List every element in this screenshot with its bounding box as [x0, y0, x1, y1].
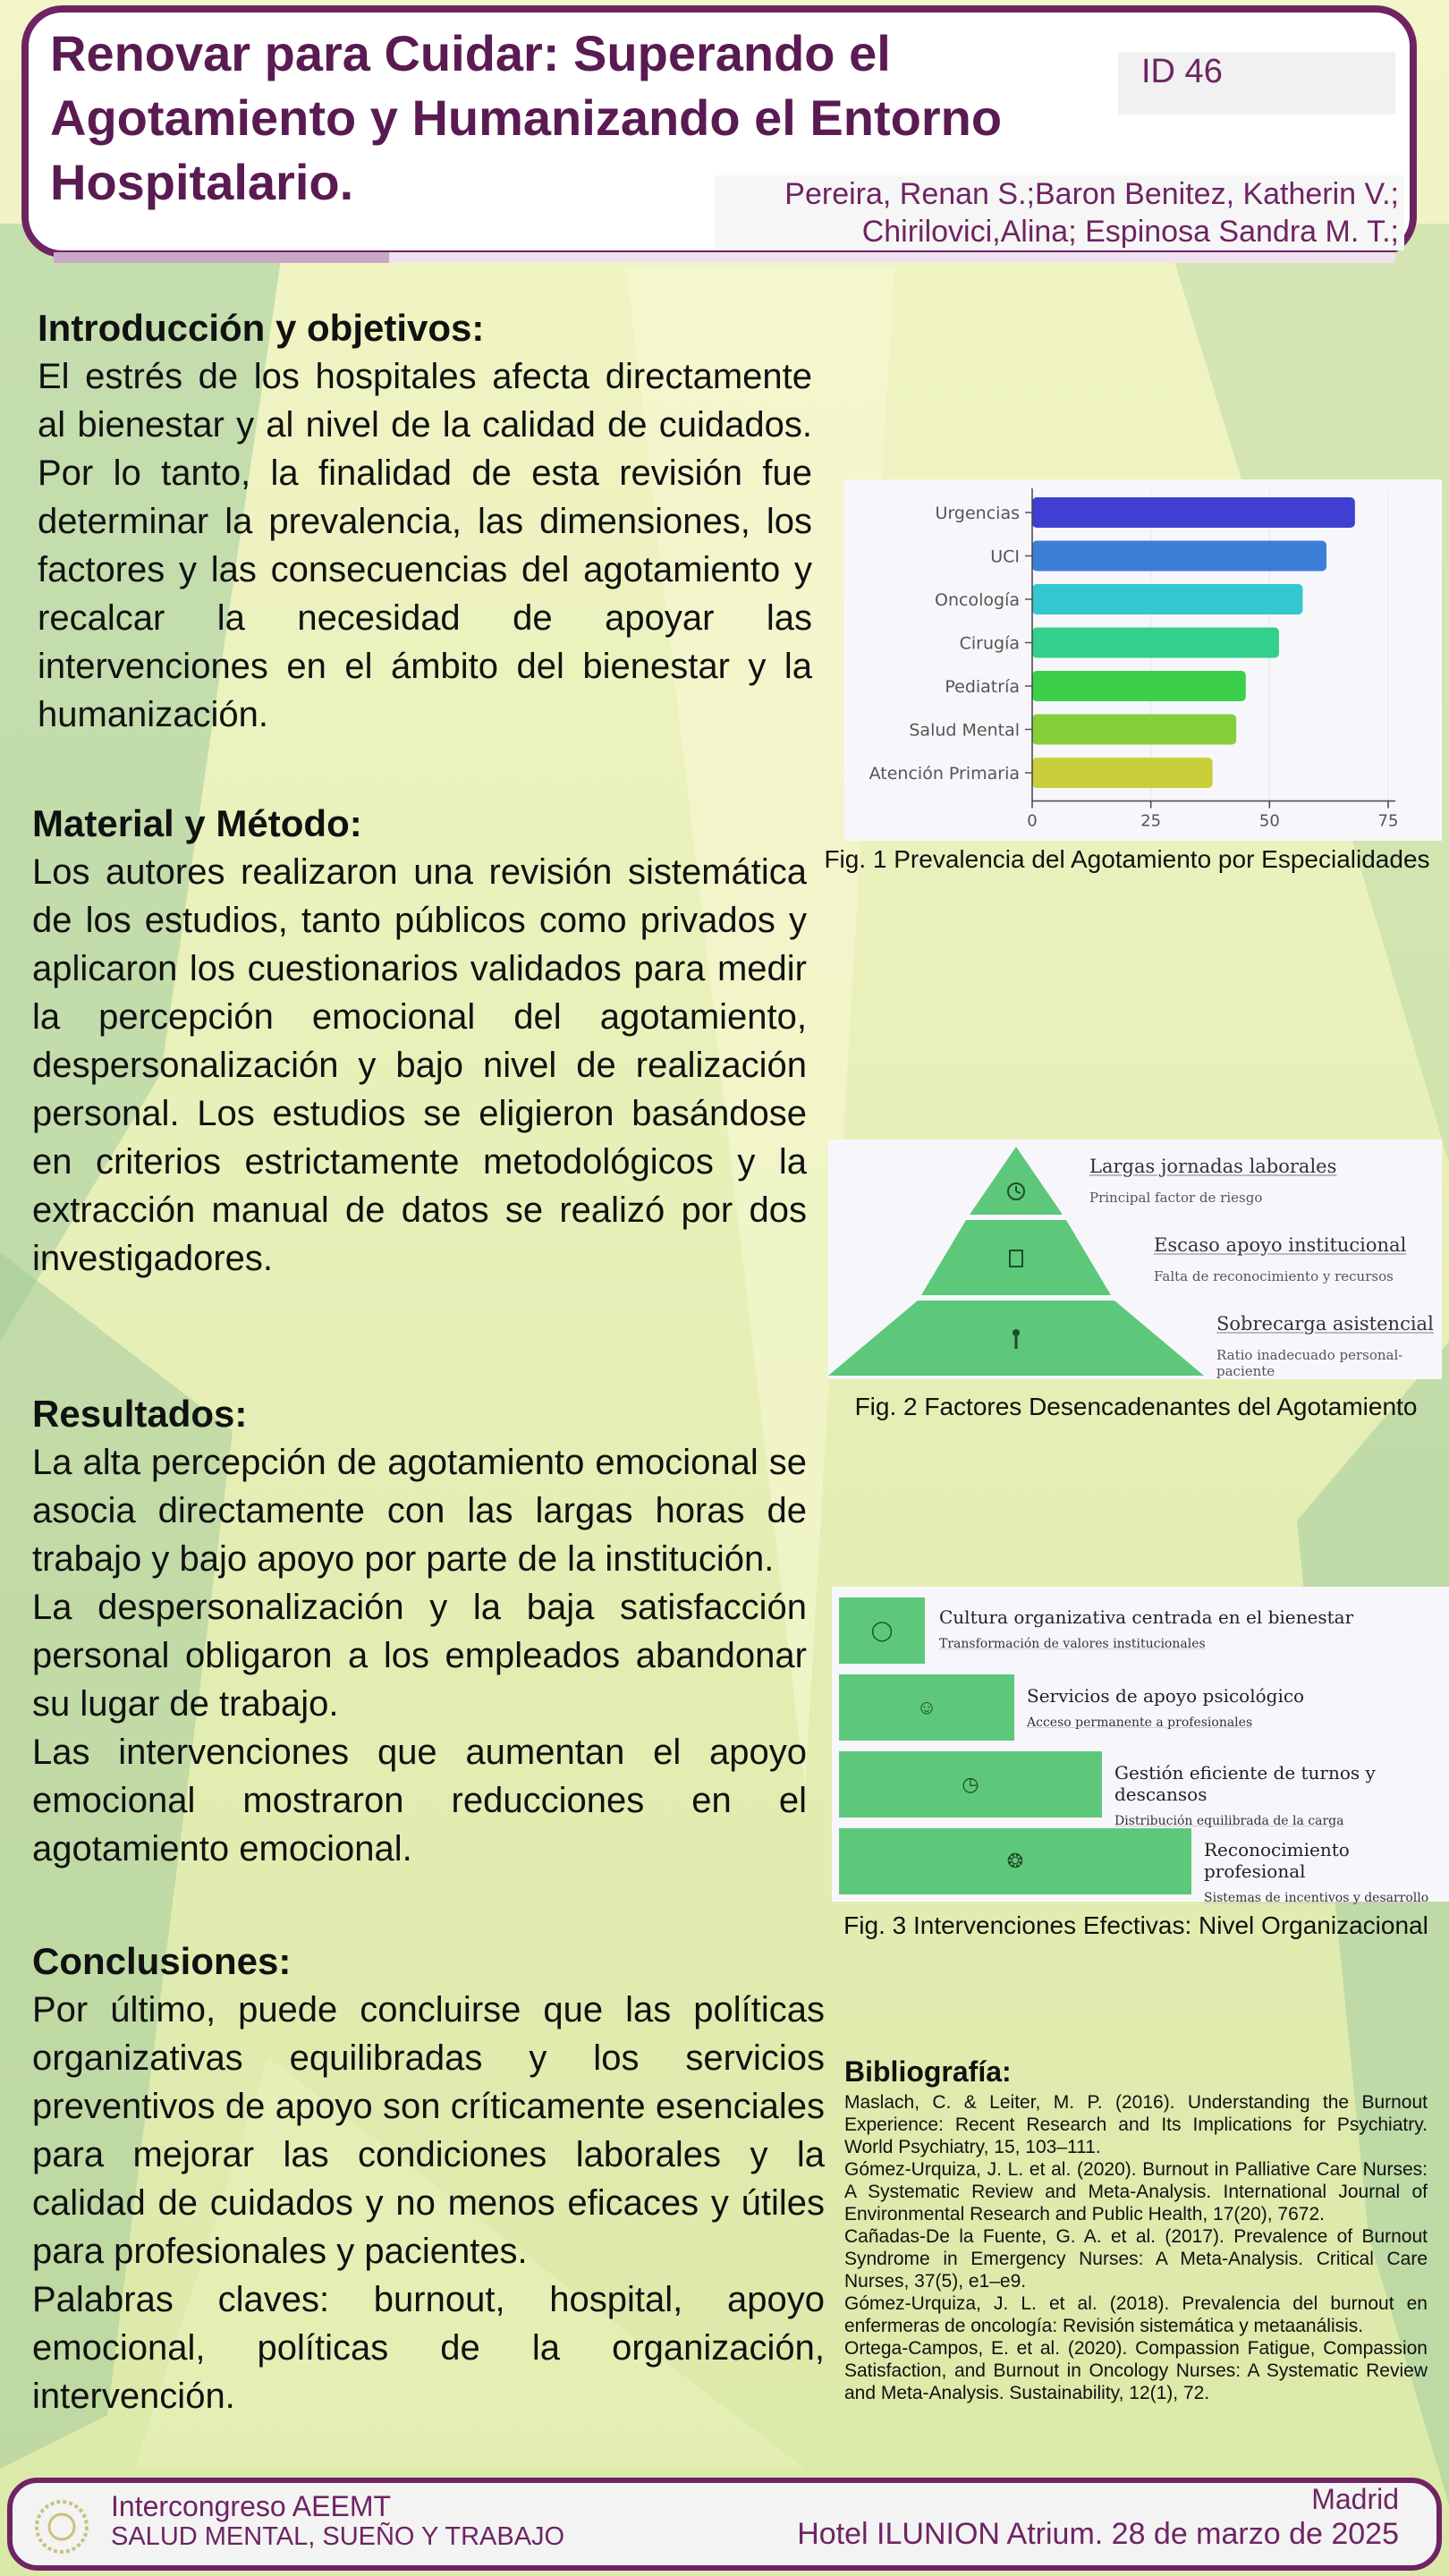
results-text-1: La alta percepción de agotamiento emocional se asocia directamente con las largas horas de trabajo y bajo apoyo por parte de la institución. — [32, 1443, 807, 1579]
fig1-caption: Fig. 1 Prevalencia del Agotamiento por Especialidades — [824, 845, 1430, 873]
authors-line-1: Pereira, Renan S.;Baron Benitez, Katherin V.; — [784, 177, 1399, 211]
clock-icon: ◷ — [839, 1751, 1102, 1818]
category-label: Urgencias — [935, 504, 1020, 523]
intervention-2-sub: Acceso permanente a profesionales — [1027, 1716, 1253, 1730]
intervention-1-title: Cultura organizativa centrada en el bienestar — [939, 1606, 1354, 1628]
pyramid-tier-2 — [921, 1220, 1111, 1295]
bar-pediatría — [1032, 671, 1246, 701]
lightbulb-icon: ◯ — [839, 1597, 925, 1664]
people-icon: ☺ — [839, 1674, 1014, 1741]
results-text-3: Las intervenciones que aumentan el apoyo emocional mostraron reducciones en el agotamiento emocional. — [32, 1733, 807, 1868]
congress-logo-icon — [32, 2497, 91, 2556]
intervention-3-title: Gestión eficiente de turnos y descansos — [1114, 1762, 1376, 1805]
bar-uci — [1032, 541, 1326, 572]
category-label: Pediatría — [945, 677, 1020, 697]
intervention-1-sub: Transformación de valores institucionales — [939, 1637, 1206, 1651]
conclusions-heading: Conclusiones: — [32, 1940, 292, 1982]
conclusions-text-1: Por último, puede concluirse que las políticas organizativas equilibradas y los servicios preventivos de apoyo son críticamente esenciales para mejorar las condiciones laborales y la calidad de cuidados y no menos eficaces y útiles para profesionales y pacientes. — [32, 1990, 825, 2271]
intervention-2-title: Servicios de apoyo psicológico — [1027, 1685, 1305, 1707]
footer-event: Intercongreso AEEMT — [111, 2490, 392, 2522]
methods-section — [32, 800, 807, 1283]
conclusions-section — [32, 1937, 825, 2420]
intro-heading: Introducción y objetivos: — [38, 307, 485, 349]
bar-oncología — [1032, 584, 1302, 614]
bar-atención-primaria — [1032, 758, 1213, 788]
pyramid-item-1-sub: Principal factor de riesgo — [1089, 1190, 1263, 1206]
pyramid-item-2-title: Escaso apoyo institucional — [1154, 1234, 1407, 1256]
pyramid-item-3-sub: Ratio inadecuado personal-paciente — [1216, 1347, 1403, 1379]
intervention-2 — [1027, 1685, 1304, 1730]
pyramid-item-2-sub: Falta de reconocimiento y recursos — [1154, 1268, 1394, 1284]
pyramid-item-2 — [1154, 1234, 1406, 1284]
reference-3: Cañadas-De la Fuente, G. A. et al. (2017). Prevalence of Burnout Syndrome in Emergency Nurses: A Meta-Analysis. Critical Care Nurses, 37(5), e1–e9. — [844, 2226, 1428, 2292]
poster-id: ID 46 — [1118, 52, 1395, 114]
fig3-caption: Fig. 3 Intervenciones Efectivas: Nivel Organizacional — [843, 1911, 1428, 1939]
footer-city: Madrid — [1311, 2483, 1399, 2515]
category-label: Cirugía — [959, 633, 1020, 654]
x-tick-label: 0 — [1027, 811, 1038, 831]
bibliography — [844, 2055, 1428, 2404]
fig2-card — [828, 1140, 1442, 1379]
fig2-caption: Fig. 2 Factores Desencadenantes del Agotamiento — [854, 1393, 1418, 1420]
fig1-card — [844, 479, 1442, 841]
pyramid-item-1 — [1089, 1156, 1336, 1206]
x-tick-label: 50 — [1258, 811, 1280, 831]
footer-subtitle: SALUD MENTAL, SUEÑO Y TRABAJO — [111, 2522, 565, 2551]
intervention-4-title: Reconocimiento profesional — [1204, 1839, 1350, 1882]
intervention-3-sub: Distribución equilibrada de la carga — [1114, 1814, 1344, 1828]
intro-section — [38, 304, 812, 739]
reference-1: Maslach, C. & Leiter, M. P. (2016). Understanding the Burnout Experience: Recent Research and Its Implications for Psychiatry. World Psychiatry, 15, 103–111. — [844, 2092, 1428, 2157]
category-label: Atención Primaria — [869, 764, 1020, 784]
x-tick-label: 75 — [1377, 811, 1399, 831]
intro-text: El estrés de los hospitales afecta directamente al bienestar y al nivel de la calidad de cuidados. Por lo tanto, la finalidad de esta revisión fue determinar la prevalencia, las dimensiones, los factores y las consecuencias del agotamiento y recalcar la necesidad de apoyar las intervenciones en el ámbito del bienestar y la humanización. — [38, 357, 812, 734]
results-section — [32, 1390, 807, 1873]
intervention-4-sub: Sistemas de incentivos y desarrollo — [1204, 1891, 1429, 1905]
intervention-1 — [939, 1606, 1353, 1651]
category-label: Oncología — [935, 590, 1020, 610]
bibliography-heading: Bibliografía: — [844, 2055, 1012, 2088]
conclusions-text-2: Palabras claves: burnout, hospital, apoyo emocional, políticas de la organización, intervención. — [32, 2280, 825, 2416]
authors — [716, 175, 1404, 250]
methods-text: Los autores realizaron una revisión sistemática de los estudios, tanto públicos como privados y aplicaron los cuestionarios validados para medir la percepción emocional del agotamiento, despersonalización y bajo nivel de realización personal. Los estudios se eligieron basándose en criterios estrictamente metodológicos y la extracción manual de datos se realizó por dos investigadores. — [32, 852, 807, 1278]
reference-2: Gómez-Urquiza, J. L. et al. (2020). Burnout in Palliative Care Nurses: A Systematic Review and Meta-Analysis. International Journal of Environmental Research and Public Health, 17(20), 7672. — [844, 2159, 1428, 2224]
bar-salud-mental — [1032, 715, 1236, 745]
pyramid-item-1-title: Largas jornadas laborales — [1089, 1156, 1337, 1177]
bar-cirugía — [1032, 628, 1279, 658]
intervention-4 — [1204, 1839, 1449, 1905]
bar-urgencias — [1032, 497, 1355, 528]
header-strip — [54, 252, 1395, 263]
category-label: UCI — [990, 547, 1020, 567]
pyramid-tier-1 — [970, 1147, 1063, 1215]
intervention-3 — [1114, 1762, 1449, 1828]
x-tick-label: 25 — [1140, 811, 1162, 831]
results-text-2: La despersonalización y la baja satisfacción personal obligaron a los empleados abandonar su lugar de trabajo. — [32, 1588, 807, 1724]
reference-4: Gómez-Urquiza, J. L. et al. (2018). Prevalencia del burnout en enfermeras de oncología: Revisión sistemática y metaanálisis. — [844, 2293, 1428, 2336]
results-heading: Resultados: — [32, 1393, 248, 1435]
fig3-card — [832, 1587, 1449, 1905]
poster-title: Renovar para Cuidar: Superando el Agotamiento y Humanizando el Entorno Hospitalario. — [50, 25, 1003, 210]
pyramid-item-3 — [1216, 1313, 1442, 1379]
category-label: Salud Mental — [909, 720, 1020, 741]
authors-line-2: Chirilovici,Alina; Espinosa Sandra M. T.; — [861, 215, 1399, 249]
burnout-bar-chart — [844, 479, 1442, 841]
pyramid-item-3-title: Sobrecarga asistencial — [1216, 1313, 1434, 1335]
badge-icon: ❂ — [839, 1828, 1191, 1894]
footer-venue: Hotel ILUNION Atrium. 28 de marzo de 2025 — [797, 2517, 1399, 2551]
methods-heading: Material y Método: — [32, 802, 362, 844]
person-icon — [1013, 1329, 1020, 1336]
reference-5: Ortega-Campos, E. et al. (2020). Compassion Fatigue, Compassion Satisfaction, and Burnout in Oncology Nurses: A Systematic Review and Meta-Analysis. Sustainability, 12(1), 72. — [844, 2338, 1428, 2403]
